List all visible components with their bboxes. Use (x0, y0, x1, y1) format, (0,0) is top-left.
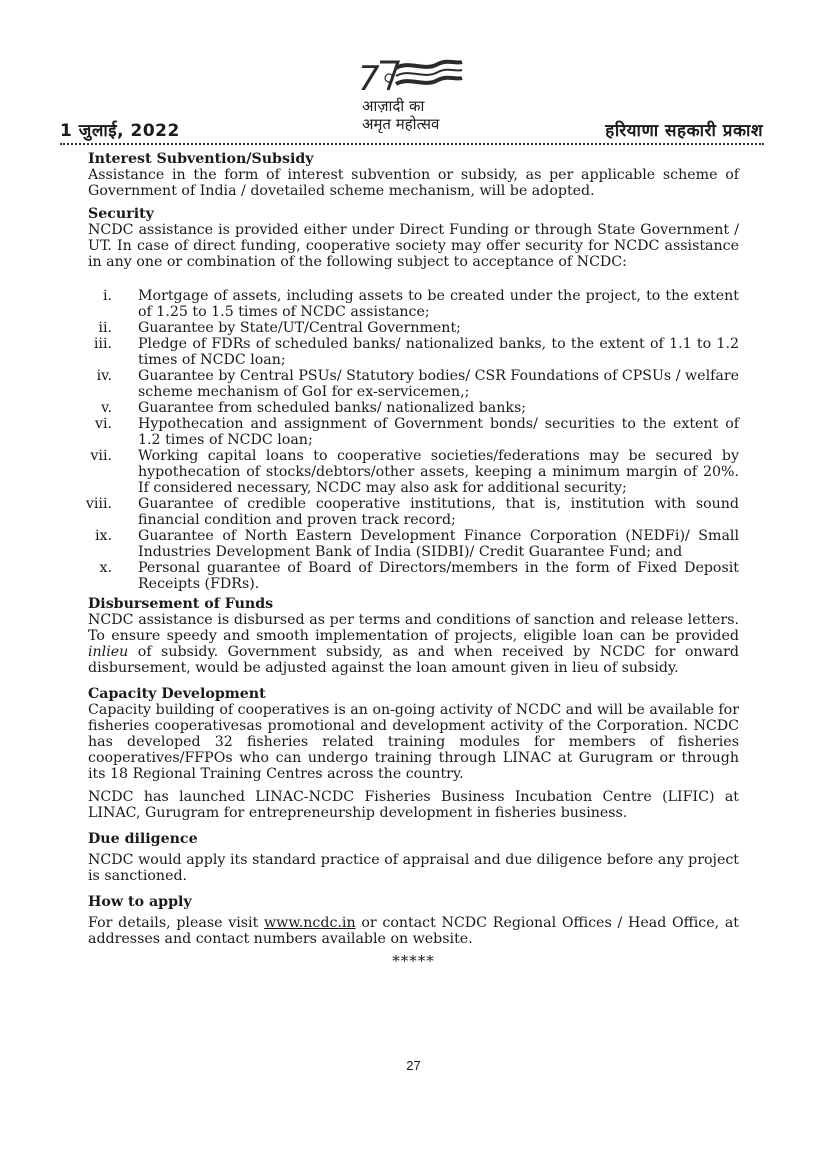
list-item (88, 336, 739, 368)
list-item-number: v. (101, 400, 112, 416)
list-item-text: Guarantee by Central PSUs/ Statutory bodies/ CSR Foundations of CPSUs / welfare scheme mechanism of GoI for ex-servicemen,; (138, 368, 739, 400)
paragraph-due-diligence: NCDC would apply its standard practice of appraisal and due diligence before any project is sanctioned. (88, 852, 739, 884)
azadi-ka-amrit-mahotsav-logo (352, 56, 472, 136)
page-number: 27 (406, 1058, 421, 1073)
publication-title: हरियाणा सहकारी प्रकाश (605, 121, 763, 141)
list-item (88, 448, 739, 496)
svg-text:7: 7 (358, 59, 380, 99)
list-item (88, 320, 739, 336)
disbursement-text-part2: of subsidy. Government subsidy, as and when received by NCDC for onward disbursement, would be adjusted against the loan amount given in lieu of subsidy. (88, 644, 739, 676)
logo-line-1: आज़ादी का (362, 97, 425, 115)
paragraph-how-to-apply (88, 915, 739, 947)
list-item-text: Pledge of FDRs of scheduled banks/ nationalized banks, to the extent of 1.1 to 1.2 times of NCDC loan; (138, 336, 739, 368)
list-item-text: Hypothecation and assignment of Government bonds/ securities to the extent of 1.2 times of NCDC loan; (138, 416, 739, 448)
heading-capacity-development: Capacity Development (88, 686, 266, 702)
list-item-number: iii. (93, 336, 112, 352)
paragraph-disbursement (88, 612, 739, 676)
list-item-text: Personal guarantee of Board of Directors/members in the form of Fixed Deposit Receipts (FDRs). (138, 560, 739, 592)
apply-text-part2: or contact NCDC Regional Offices / Head Office, at addresses and contact numbers available on website. (88, 915, 739, 947)
security-list (85, 288, 739, 592)
header-divider (60, 143, 764, 145)
list-item-text: Mortgage of assets, including assets to be created under the project, to the extent of 1.25 to 1.5 times of NCDC assistance; (138, 288, 739, 320)
list-item-text: Guarantee of North Eastern Development Finance Corporation (NEDFi)/ Small Industries Development Bank of India (SIDBI)/ Credit Guarantee Fund; and (138, 528, 739, 560)
page-content (85, 151, 739, 970)
list-item-number: x. (99, 560, 112, 576)
issue-date: 1 जुलाई, 2022 (60, 121, 180, 141)
list-item-text: Guarantee by State/UT/Central Government; (138, 320, 461, 336)
list-item-number: vi. (94, 416, 112, 432)
list-item-number: vii. (90, 448, 112, 464)
paragraph-security: NCDC assistance is provided either under Direct Funding or through State Government / UT. In case of direct funding, cooperative society may offer security for NCDC assistance in any one or combination of the following subject to acceptance of NCDC: (88, 222, 739, 270)
paragraph-capacity-1: Capacity building of cooperatives is an on-going activity of NCDC and will be available for fisheries cooperativesas promotional and development activity of the Corporation. NCDC has developed 32 fisheries related training modules for members of fisheries cooperatives/FFPOs who can undergo training through LINAC at Gurugram or through its 18 Regional Training Centres across the country. (88, 702, 739, 782)
list-item-text: Working capital loans to cooperative societies/federations may be secured by hypothecation of stocks/debtors/other assets, keeping a minimum margin of 20%. If considered necessary, NCDC may also ask for additional security; (138, 448, 739, 496)
heading-how-to-apply: How to apply (88, 894, 192, 910)
list-item (88, 400, 739, 416)
heading-security: Security (88, 206, 154, 222)
list-item-number: ix. (94, 528, 112, 544)
list-item-number: viii. (85, 496, 112, 512)
list-item (88, 368, 739, 400)
list-item-text: Guarantee of credible cooperative institutions, that is, institution with sound financial condition and proven track record; (138, 496, 739, 528)
logo-75-flag-icon (358, 56, 468, 100)
logo-line-2: अमृत महोत्सव (362, 115, 440, 133)
list-item-number: i. (102, 288, 112, 304)
list-item-number: iv. (96, 368, 112, 384)
heading-interest-subvention: Interest Subvention/Subsidy (88, 151, 314, 167)
list-item (88, 416, 739, 448)
end-stars: ***** (392, 952, 435, 970)
list-item-text: Guarantee from scheduled banks/ nationalized banks; (138, 400, 527, 416)
page-header (0, 0, 827, 150)
list-item (85, 496, 739, 528)
paragraph-interest-subvention: Assistance in the form of interest subvention or subsidy, as per applicable scheme of Government of India / dovetailed scheme mechanism, will be adopted. (88, 167, 739, 199)
list-item (88, 288, 739, 320)
list-item (88, 528, 739, 560)
disbursement-italic-term: inlieu (88, 644, 129, 660)
ncdc-website-link[interactable]: www.ncdc.in (264, 915, 356, 931)
apply-text-part1: For details, please visit (88, 915, 265, 931)
heading-due-diligence: Due diligence (88, 831, 198, 847)
heading-disbursement: Disbursement of Funds (88, 596, 274, 612)
disbursement-text-part1: NCDC assistance is disbursed as per terms and conditions of sanction and release letters. To ensure speedy and smooth implementation of projects, eligible loan can be provided (88, 612, 739, 644)
list-item-number: ii. (98, 320, 112, 336)
list-item (88, 560, 739, 592)
paragraph-capacity-2: NCDC has launched LINAC-NCDC Fisheries Business Incubation Centre (LIFIC) at LINAC, Gurugram for entrepreneurship development in fisheries business. (88, 789, 739, 821)
